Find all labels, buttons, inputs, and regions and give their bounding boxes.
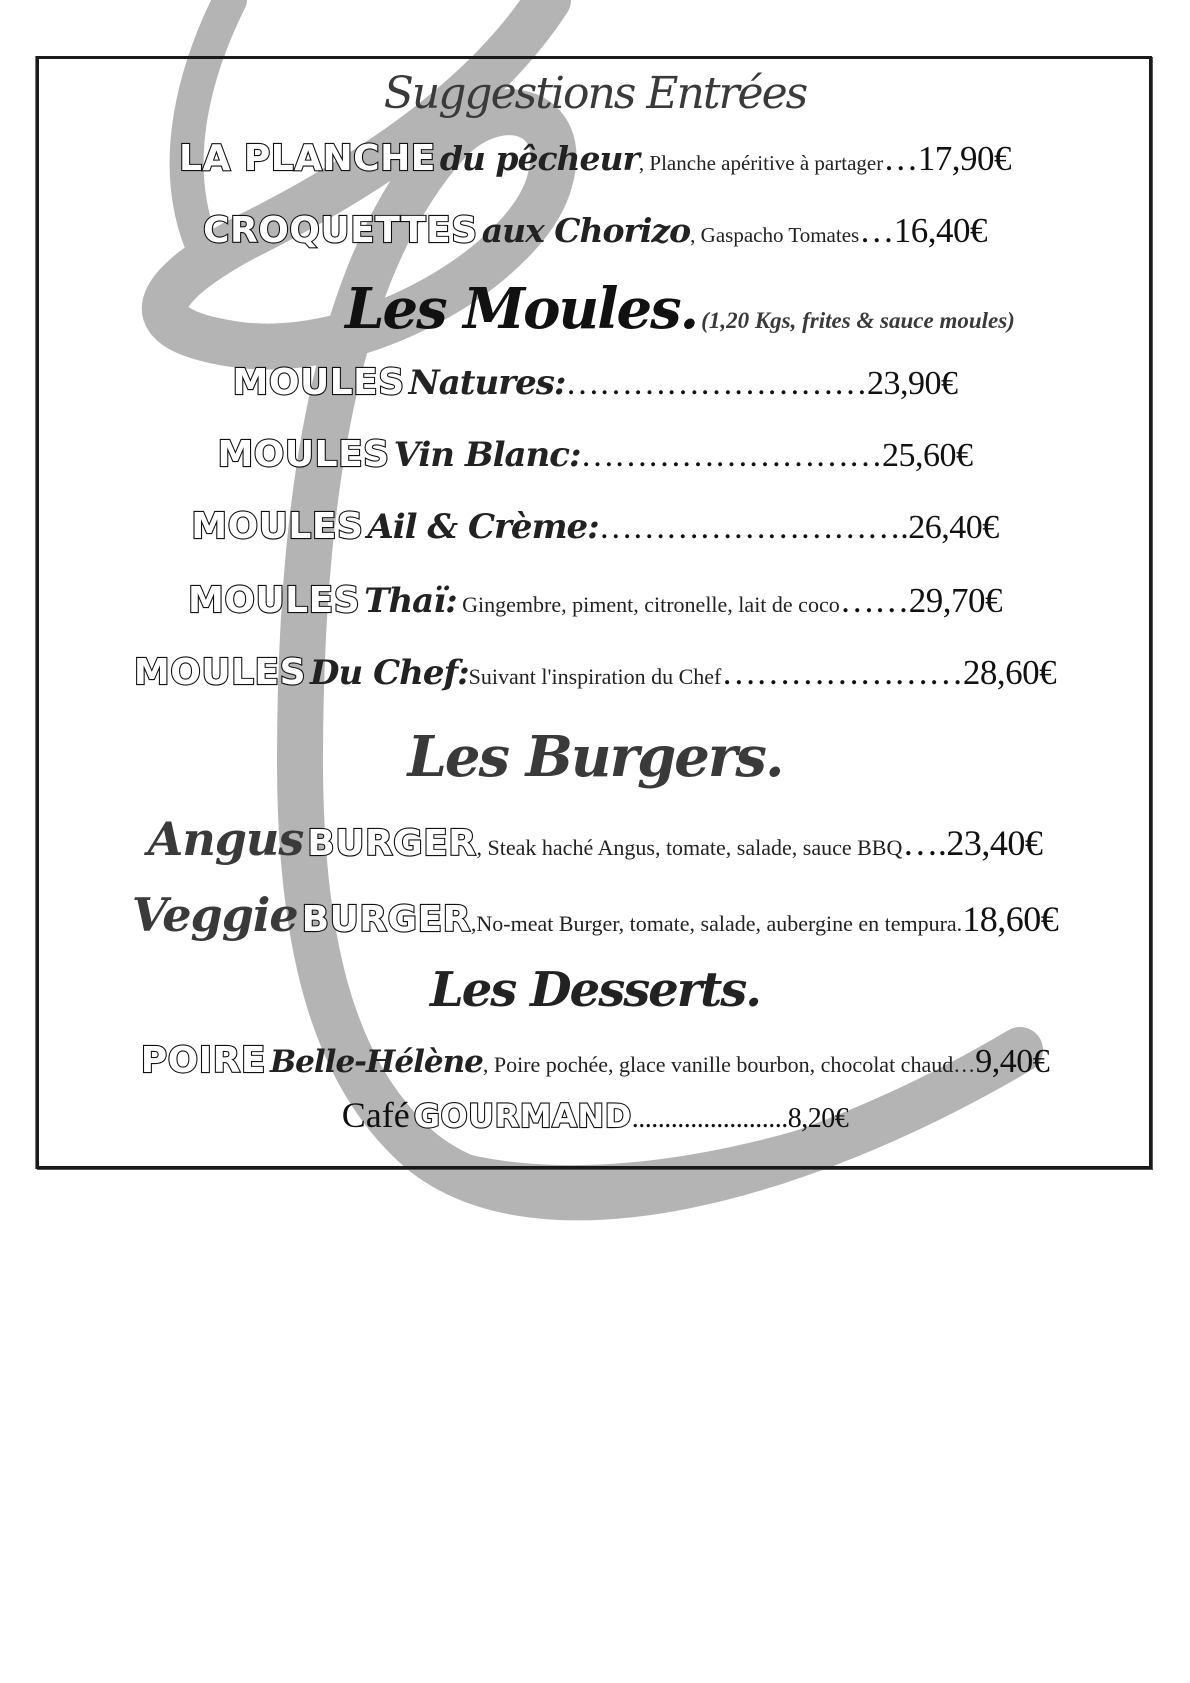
item-script: Ail & Crème:: [367, 507, 599, 547]
item-script: aux Chorizo: [481, 211, 691, 250]
item-name: GOURMAND: [413, 1097, 632, 1135]
item-price: ….23,40€: [902, 823, 1043, 863]
menu-item-moules-chef: [0, 652, 1190, 693]
item-price: ……29,70€: [839, 581, 1002, 620]
item-price: …17,90€: [883, 139, 1011, 178]
heading-moules-row: [0, 276, 1190, 342]
item-desc: , Poire pochée, glace vanille bourbon, chocolat chaud…: [482, 1052, 976, 1077]
item-name: MOULES: [217, 434, 390, 475]
item-price: 9,40€: [975, 1043, 1050, 1080]
item-desc: Suivant l'inspiration du Chef: [468, 664, 722, 689]
item-price: ………………………23,90€: [565, 365, 958, 402]
item-script: Veggie: [131, 888, 298, 942]
heading-moules: Les Moules.: [345, 276, 698, 342]
item-name: CROQUETTES: [203, 210, 478, 251]
item-name: MOULES: [188, 580, 361, 621]
menu-item-croquettes: [0, 210, 1190, 251]
item-price: ……………………….26,40€: [598, 509, 999, 546]
moules-note: (1,20 Kgs, frites & sauce moules): [701, 308, 1015, 333]
item-desc: Gingembre, piment, citronelle, lait de coco: [456, 592, 840, 617]
item-name: MOULES: [133, 652, 307, 693]
menu-item-moules-ail-creme: [0, 506, 1190, 547]
menu-item-poire: [0, 1040, 1190, 1081]
item-script: Du Chef:: [310, 653, 469, 693]
item-name: POIRE: [140, 1040, 266, 1081]
menu-item-cafe-gourmand: [0, 1094, 1190, 1136]
item-name: BURGER: [307, 823, 477, 864]
item-price: ………………………25,60€: [580, 437, 973, 474]
item-name: LA PLANCHE: [179, 138, 436, 179]
item-script: Angus: [147, 812, 304, 866]
item-price: …16,40€: [859, 211, 987, 250]
heading-burgers: Les Burgers.: [407, 724, 783, 790]
item-price: ........................8,20€: [631, 1103, 849, 1134]
item-price: 18,60€: [962, 899, 1059, 939]
item-desc: , Planche apéritive à partager: [638, 151, 884, 175]
item-script: Vin Blanc:: [393, 435, 581, 475]
menu-item-veggie-burger: [0, 888, 1190, 942]
item-script: Natures:: [408, 363, 566, 403]
item-script: Belle-Hélène: [269, 1044, 483, 1080]
item-desc: , Steak haché Angus, tomate, salade, sauce BBQ: [476, 835, 903, 860]
menu-item-moules-natures: [0, 362, 1190, 403]
item-script: du pêcheur: [439, 139, 639, 178]
menu-item-planche: [0, 138, 1190, 179]
item-price: …………………28,60€: [721, 653, 1057, 692]
item-name: BURGER: [301, 899, 471, 940]
item-desc: , Gaspacho Tomates: [690, 223, 860, 247]
item-name: MOULES: [232, 362, 405, 403]
item-prefix: Café: [341, 1095, 410, 1135]
heading-entrees: Suggestions Entrées: [383, 68, 807, 119]
menu-item-moules-vin-blanc: [0, 434, 1190, 475]
item-script: Thaï:: [364, 581, 457, 621]
item-name: MOULES: [191, 506, 364, 547]
menu-item-angus-burger: [0, 812, 1190, 866]
heading-desserts: Les Desserts.: [430, 962, 760, 1018]
menu-item-moules-thai: [0, 580, 1190, 621]
item-desc: ,No-meat Burger, tomate, salade, aubergine en tempura.: [470, 911, 963, 936]
